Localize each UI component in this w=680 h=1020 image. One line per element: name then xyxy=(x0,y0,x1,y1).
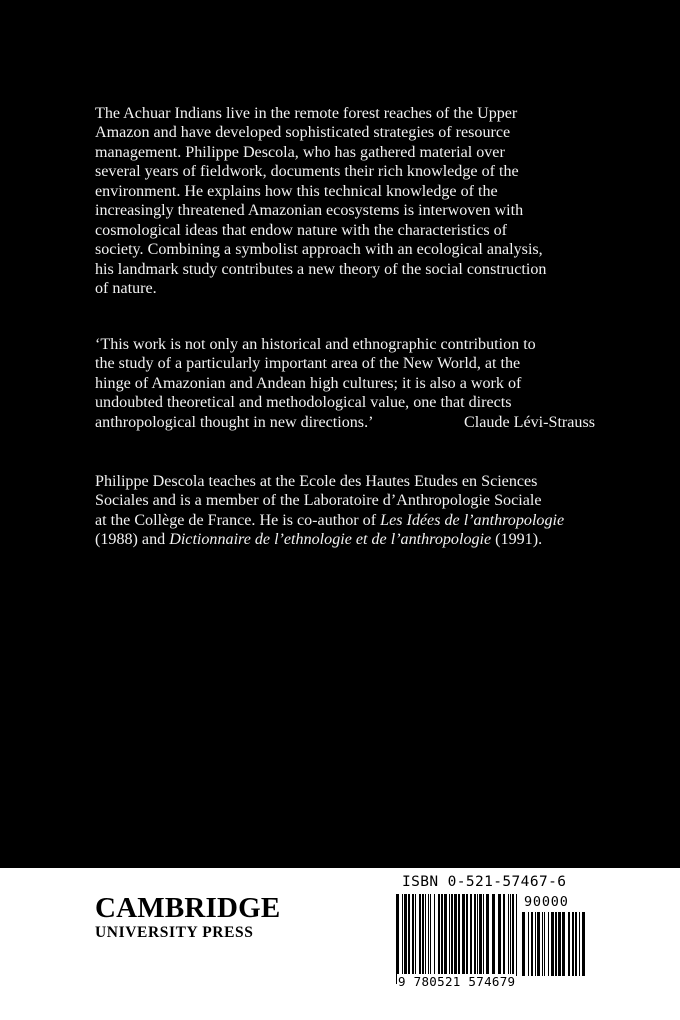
barcode-bar xyxy=(498,894,501,976)
barcode-bar xyxy=(492,894,495,976)
barcode-bar xyxy=(458,894,460,976)
barcode-bar xyxy=(537,912,540,976)
barcode-bar xyxy=(444,894,447,976)
barcode-bar xyxy=(422,894,424,976)
barcode-bar xyxy=(428,894,429,976)
barcode-bar xyxy=(483,894,484,976)
quote-line: ‘This work is not only an historical and ethnographic contribution to xyxy=(95,336,536,353)
barcode-bar xyxy=(419,894,421,976)
publisher-name: CAMBRIDGE xyxy=(95,892,281,924)
barcode-bar xyxy=(474,894,476,984)
isbn-label: ISBN 0-521-57467-6 xyxy=(402,874,567,890)
barcode-bar xyxy=(470,894,472,976)
barcode-bar xyxy=(415,894,416,976)
bio-line: Philippe Descola teaches at the Ecole des Hautes Etudes en Sciences xyxy=(95,473,538,490)
barcode-bar xyxy=(562,912,565,976)
blurb-line: Amazon and have developed sophisticated strategies of resource xyxy=(95,124,511,142)
ean-digits: 9 780521 574679 xyxy=(398,974,516,989)
barcode-bar xyxy=(396,894,399,984)
barcode-bars-icon xyxy=(396,894,520,984)
barcode-bar xyxy=(522,912,525,976)
barcode-bar xyxy=(558,912,561,976)
barcode-bar xyxy=(425,894,426,976)
barcode-bar xyxy=(535,912,536,976)
isbn-barcode xyxy=(396,872,594,994)
barcode-bar xyxy=(462,894,465,976)
barcode-bar xyxy=(404,894,407,976)
review-quote xyxy=(95,335,595,432)
barcode-bar xyxy=(508,894,509,976)
barcode-bar xyxy=(568,912,570,976)
barcode-bar xyxy=(542,912,543,976)
barcode-bar xyxy=(512,894,514,976)
blurb-line: management. Philippe Descola, who has gathered material over xyxy=(95,143,505,161)
barcode-bar xyxy=(528,912,529,976)
barcode-bar xyxy=(486,894,489,976)
addon-barcode-bars-icon xyxy=(522,912,588,984)
bio-line xyxy=(95,511,595,530)
barcode-bar xyxy=(531,912,533,976)
quote-line xyxy=(95,413,595,432)
publisher-strip xyxy=(0,868,680,1020)
barcode-bar xyxy=(510,894,511,976)
blurb-line: cosmological ideas that endow nature with the characteristics of xyxy=(95,221,508,239)
barcode-bar xyxy=(575,912,577,976)
blurb-line: his landmark study contributes a new theory of the social construction xyxy=(95,260,547,278)
barcode-bar xyxy=(555,912,557,976)
barcode-bar xyxy=(479,894,482,976)
barcode-bar xyxy=(454,894,457,976)
publisher-subname: UNIVERSITY PRESS xyxy=(95,924,254,941)
blurb-line: several years of fieldwork, documents their rich knowledge of the xyxy=(95,163,519,181)
blurb-line: environment. He explains how this technical knowledge of the xyxy=(95,182,498,200)
barcode-bar xyxy=(466,894,468,976)
bio-text: (1991). xyxy=(491,531,543,549)
barcode-bar xyxy=(434,894,435,976)
blurb-line: of nature. xyxy=(95,280,157,298)
barcode-bar xyxy=(441,894,443,976)
barcode-bar xyxy=(408,894,410,976)
blurb-line: increasingly threatened Amazonian ecosystems is interwoven with xyxy=(95,202,524,220)
barcode-bar xyxy=(579,912,580,976)
barcode-bar xyxy=(449,894,450,976)
barcode-bar xyxy=(548,912,549,976)
quote-line: undoubted theoretical and methodological value, one that directs xyxy=(95,394,512,412)
bio-text: at the Collège de France. He is co-author of xyxy=(95,511,381,529)
bio-text: (1988) and xyxy=(95,531,170,549)
barcode-bar xyxy=(503,894,505,976)
barcode-bar xyxy=(412,894,414,976)
barcode-bar xyxy=(402,894,403,984)
bio-line xyxy=(95,530,595,549)
barcode-bar xyxy=(430,894,431,976)
bio-line: Sociales and is a member of the Laboratoire d’Anthropologie Sociale xyxy=(95,492,542,510)
barcode-bar xyxy=(438,894,440,976)
quote-attribution: Claude Lévi-Strauss xyxy=(464,413,595,431)
barcode-bar xyxy=(477,894,478,976)
barcode-bar xyxy=(544,912,545,976)
quote-last-text: anthropological thought in new directions.’ xyxy=(95,413,374,431)
quote-line: hinge of Amazonian and Andean high cultures; it is also a work of xyxy=(95,374,522,392)
blurb-line: society. Combining a symbolist approach with an ecological analysis, xyxy=(95,241,543,259)
price-addon-digits: 90000 xyxy=(524,894,569,910)
publisher-logo xyxy=(95,892,280,942)
book-title: Les Idées de l’anthropologie xyxy=(380,511,565,529)
barcode-bar xyxy=(516,894,517,976)
book-title: Dictionnaire de l’ethnologie et de l’anthropologie xyxy=(169,531,492,549)
quote-line: the study of a particularly important area of the New World, at the xyxy=(95,355,521,373)
barcode-bar xyxy=(572,912,574,976)
author-bio xyxy=(95,472,595,550)
barcode-bar xyxy=(451,894,453,976)
blurb-line: The Achuar Indians live in the remote forest reaches of the Upper xyxy=(95,105,518,122)
blurb-paragraph xyxy=(95,104,595,299)
barcode-bar xyxy=(551,912,554,976)
barcode-bar xyxy=(582,912,585,976)
